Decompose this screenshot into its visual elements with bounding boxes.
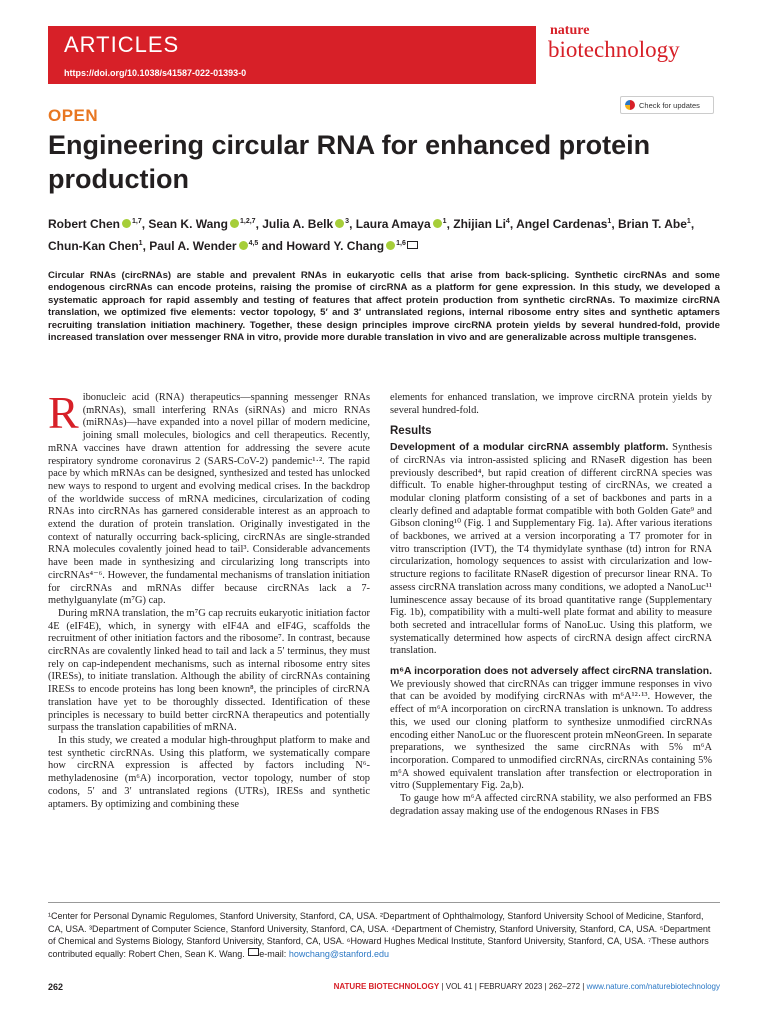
article-header	[0, 0, 768, 96]
author-name[interactable]	[453, 217, 510, 231]
affiliations	[48, 910, 720, 960]
intro-paragraph-3: In this study, we created a modular high-throughput platform to make and test synthetic circRNAs. Using this platform, we systematically compare how circRNA expression is affected by factors including N⁶-methyladenosine (m⁶A) incorporation, vector topology, number of stop codons, 5′ and 3′ untranslated regions (UTRs), IRESs and synthetic aptamers. By optimizing and combining these	[48, 734, 370, 810]
author-affiliation-sup: 4	[505, 218, 510, 225]
journal-logo[interactable]	[548, 24, 680, 61]
author-name[interactable]	[618, 217, 691, 231]
journal-logo-line1: nature	[550, 23, 590, 38]
footnote-divider	[48, 902, 720, 903]
check-for-updates-button[interactable]	[620, 96, 714, 114]
results-text-2: We previously showed that circRNAs can trigger immune responses in vivo that can be avoided by modifying circRNAs with m⁶A¹²·¹³. However, the effect of m⁶A incorporation on circRNA translation is unknown. To address this, we used our cloning platform to synthesize unmodified circRNAs encoding either NanoLuc or the fluorescent protein mNeonGreen. In separate preparations, we synthesized the same circRNAs with 5% m⁶A incorporation. Compared to unmodified circRNAs, circRNAs containing 5% m⁶A showed equivalent translation after transfection or electroporation in vitro (Supplementary Fig. 2a,b).	[390, 678, 712, 792]
orcid-icon[interactable]	[433, 219, 442, 228]
results-paragraph-1	[390, 442, 712, 658]
orcid-icon[interactable]	[386, 241, 395, 250]
author-affiliation-sup: 1,2,7	[239, 218, 256, 225]
author-affiliation-sup: 4,5	[248, 240, 259, 247]
check-for-updates-label: Check for updates	[639, 100, 700, 110]
page-number: 262	[48, 982, 64, 992]
author-affiliation-sup: 1	[607, 218, 612, 225]
results-text-1: Synthesis of circRNAs via intron-assisted splicing and RNaseR digestion has been previously described⁴, but rapid creation of different circRNA species was difficult. To enable higher-throughput testing of circRNAs, we created a modular cloning platform consisting of a set of backbones and parts in a clearly defined and adaptable format compatible with both Golden Gate⁹ and Gibson cloning¹⁰ (Fig. 1 and Supplementary Fig. 1a). After various iterations of backbones, we arrived at a version incorporating a T7 promoter for in vitro transcription (IVT), the T4 thymidylate synthase (td) intron for RNA circularization, homology sequences to assist with circularization and low-structure regions to facilitate RNaseR digestion of precursor linear RNA. To assess circRNA translation across many conditions, we adopted a NanoLuc¹¹ luminescence assay because of its broad quantitative range (Supplementary Fig. 1b), compatibility with a multi-well plate format and ability to measure both secreted and intracellular forms of NanoLuc. Using this platform, we systematically determined how aspects of circRNA design affect circRNA translation.	[390, 442, 712, 657]
author-affiliation-sup: 1,7	[132, 218, 142, 225]
drop-cap: R	[48, 387, 79, 438]
author-name-text: Howard Y. Chang	[286, 239, 385, 253]
article-title: Engineering circular RNA for enhanced protein production	[48, 130, 651, 194]
orcid-icon[interactable]	[239, 241, 248, 250]
author-name-text: Paul A. Wender	[149, 239, 237, 253]
journal-logo-line2: biotechnology	[548, 37, 680, 62]
subheading-assembly-platform: Development of a modular circRNA assembly platform.	[390, 442, 669, 454]
author-affiliation-sup: 1,6	[396, 240, 406, 247]
email-icon[interactable]	[407, 241, 418, 249]
author-name-text: Sean K. Wang	[148, 217, 228, 231]
intro-text-1: ibonucleic acid (RNA) therapeutics—spanning messenger RNAs (mRNAs), small interfering RNAs (siRNAs) and micro RNAs (miRNAs)—have expanded into a novel pillar of modern medicine, joining small molecules, biologics and cell therapeutics. Recently, mRNA vaccines have drawn attention for addressing the severe acute respiratory syndrome coronavirus 2 (SARS-CoV-2) pandemic¹·². The rapid pace by which mRNAs can be designed, synthesized and tested has unlocked new ways to respond to urgent and evolving medical crises. In the backdrop of the worldwide success of mRNA medicines, circularization of coding RNAs into circRNAs has garnered considerable interest as an approach to extend the duration of protein translation. Originally investigated in the context of naturally occurring back-splicing, circRNAs are single-stranded RNA molecules covalently joined head to tail³. Considerable advancements have been made in synthesizing and circularizing long transcripts into circRNAs⁴⁻⁶. However, the fundamental mechanisms of translation initiation for circRNAs and mRNAs differ because circRNAs lack a 7-methylguanylate (m⁷G) cap.	[48, 392, 370, 607]
author-name-text: Robert Chen	[48, 217, 120, 231]
author-name-text: Laura Amaya	[355, 217, 431, 231]
author-name-text: Angel Cardenas	[516, 217, 608, 231]
author-affiliation-sup: 1	[686, 218, 691, 225]
body-column-left	[48, 387, 370, 811]
author-affiliation-sup: 3	[345, 218, 350, 225]
footer-journal-info	[334, 982, 720, 991]
page-footer	[48, 982, 720, 998]
author-name[interactable]	[149, 239, 258, 253]
results-paragraph-3: To gauge how m⁶A affected circRNA stability, we also performed an FBS degradation assay making use of the endogenous RNases in FBS	[390, 793, 712, 817]
author-name[interactable]	[516, 217, 611, 231]
footer-journal-url[interactable]: www.nature.com/naturebiotechnology	[586, 982, 720, 991]
author-list: Robert Chen $^{1,7}$, Sean K. Wang $^{1,2,7}$, Julia A. Belk $^3$, Laura Amaya $^1$, Zhijian Li$^4$, Angel Cardenas$^1$, Brian T. Abe$^1$, Chun-Kan Chen$^1$, Paul A. Wender $^{4,5}$ and Howard Y. Chang $^{1,6}$	[48, 217, 695, 253]
section-label: ARTICLES	[64, 32, 180, 57]
section-banner	[48, 26, 536, 84]
results-paragraph-2	[390, 666, 712, 793]
email-icon	[248, 948, 259, 956]
author-name-text: Julia A. Belk	[262, 217, 334, 231]
results-heading: Results	[390, 425, 432, 438]
intro-paragraph-4: elements for enhanced translation, we improve circRNA protein yields by several hundred-fold.	[390, 392, 712, 416]
footer-volume-info: | VOL 41 | FEBRUARY 2023 | 262–272 |	[439, 982, 587, 991]
orcid-icon[interactable]	[230, 219, 239, 228]
footer-journal-name: NATURE BIOTECHNOLOGY	[333, 982, 440, 991]
author-name[interactable]	[148, 217, 255, 231]
intro-paragraph-1	[48, 387, 370, 608]
author-name[interactable]	[48, 239, 143, 253]
doi-link[interactable]: https://doi.org/10.1038/s41587-022-01393-0	[64, 68, 247, 78]
author-affiliation-sup: 1	[442, 218, 447, 225]
affiliations-text: ¹Center for Personal Dynamic Regulomes, Stanford University, Stanford, CA, USA. ²Department of Ophthalmology, Stanford University School of Medicine, Stanford, CA, USA. ³Department of Computer Science, Stanford University, Stanford, CA, USA. ⁴Department of Chemistry, Stanford University, Stanford, CA, USA. ⁵Department of Chemical and Systems Biology, Stanford University, Stanford, CA, USA. ⁶Howard Hughes Medical Institute, Stanford University, Stanford, CA, USA. ⁷These authors contributed equally: Robert Chen, Sean K. Wang.	[48, 911, 711, 959]
author-name[interactable]	[262, 217, 349, 231]
author-name-text: Brian T. Abe	[618, 217, 687, 231]
intro-paragraph-2: During mRNA translation, the m⁷G cap recruits eukaryotic initiation factor 4E (eIF4E), which, in synergy with eIF4A and eIF4G, scaffolds the recruitment of other initiation factors and the ribosome⁷. In contrast, because circRNAs are covalently linked head to tail and lack a 5′ terminus, they must rely on cap-independent mechanisms, such as internal ribosome entry sites (IRESs), to initiate translation. Although the ability of circRNAs containing IRESs to encode proteins has long been known⁸, the principles of circRNA translation have yet to be thoroughly dissected. Identification of these principles is necessary to build better circRNA therapeutics and potentially surpass the translation capabilities of mRNA.	[48, 607, 370, 734]
author-name[interactable]	[286, 239, 418, 253]
body-column-right	[390, 392, 712, 819]
author-affiliation-sup: 1	[138, 240, 143, 247]
orcid-icon[interactable]	[335, 219, 344, 228]
author-name-text: Chun-Kan Chen	[48, 239, 139, 253]
author-name-text: Zhijian Li	[453, 217, 506, 231]
crossmark-icon	[625, 100, 635, 110]
author-name[interactable]	[48, 217, 142, 231]
subheading-m6a: m⁶A incorporation does not adversely affect circRNA translation.	[390, 666, 712, 678]
orcid-icon[interactable]	[122, 219, 131, 228]
abstract: Circular RNAs (circRNAs) are stable and prevalent RNAs in eukaryotic cells that arise from back-splicing. Synthetic circRNAs and some endogenous circRNAs can encode proteins, raising the promise of circRNA as a platform for gene expression. In this study, we developed a systematic approach for rapid assembly and testing of features that affect protein production from synthetic circRNAs. To maximize circRNA translation, we optimized five elements: vector topology, 5′ and 3′ untranslated regions, internal ribosome entry sites and synthetic aptamers recruiting translation initiation machinery. Together, these design principles improve circRNA protein yields by several hundred-fold, provide increased translation over messenger RNA in vitro, provide more durable translation in vivo and are generalizable across multiple transgenes.	[48, 270, 720, 344]
open-access-label: OPEN	[48, 106, 99, 125]
author-name[interactable]	[356, 217, 447, 231]
email-link[interactable]: howchang@stanford.edu	[288, 948, 390, 959]
email-label: e-mail:	[259, 948, 289, 959]
